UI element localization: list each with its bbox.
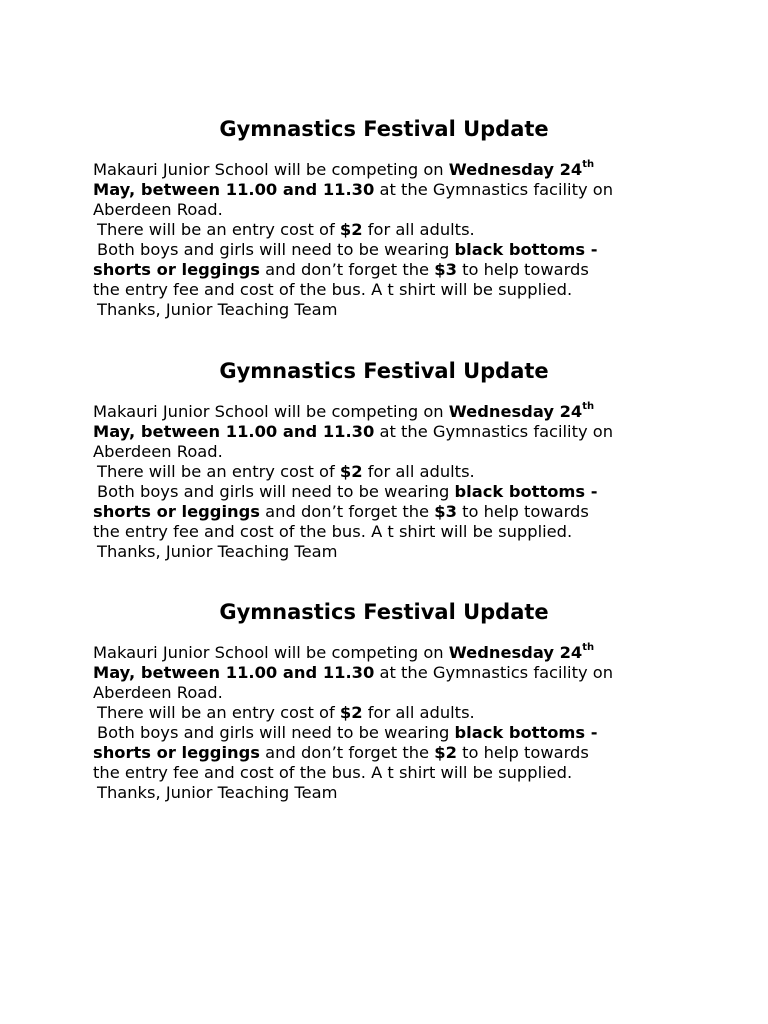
ordinal-suffix: th: [582, 400, 595, 412]
text-run: Makauri Junior School will be competing on: [93, 402, 449, 421]
notice-title: Gymnastics Festival Update: [219, 359, 549, 383]
notice-1: [93, 116, 693, 320]
bold-clothing: shorts or leggings: [93, 260, 260, 279]
notice-line: the entry fee and cost of the bus. A t shirt will be supplied.: [93, 522, 573, 541]
notice-line: [93, 180, 693, 200]
text-run: at the Gymnastics facility on: [374, 180, 614, 199]
text-run: and don’t forget the: [259, 260, 435, 279]
text-run: Makauri Junior School will be competing on: [93, 643, 449, 662]
text-run: There will be an entry cost of: [97, 703, 340, 722]
notice-line: [93, 723, 693, 743]
bold-clothing: shorts or leggings: [93, 502, 260, 521]
notice-2: [93, 358, 693, 562]
text-run: to help towards: [456, 502, 589, 521]
bold-time: May, between 11.00 and 11.30: [93, 422, 375, 441]
text-run: Both boys and girls will need to be wearing: [97, 723, 455, 742]
notice-line: [93, 703, 693, 723]
bold-date: Wednesday 24: [448, 643, 583, 662]
notice-line: the entry fee and cost of the bus. A t shirt will be supplied.: [93, 280, 573, 299]
notice-line: [93, 643, 693, 663]
bold-date: Wednesday 24: [448, 402, 583, 421]
notice-line: [93, 402, 693, 422]
text-run: Makauri Junior School will be competing on: [93, 160, 449, 179]
text-run: at the Gymnastics facility on: [374, 663, 614, 682]
notice-line: [93, 462, 693, 482]
notice-3: [93, 599, 693, 803]
notice-line: [93, 663, 693, 683]
text-run: There will be an entry cost of: [97, 220, 340, 239]
notice-line: Aberdeen Road.: [93, 442, 223, 461]
notice-line: [93, 422, 693, 442]
notice-line: Aberdeen Road.: [93, 683, 223, 702]
notice-signoff: Thanks, Junior Teaching Team: [97, 783, 338, 802]
bold-cost: $2: [339, 462, 363, 481]
text-run: for all adults.: [362, 462, 475, 481]
text-run: There will be an entry cost of: [97, 462, 340, 481]
notice-line: Aberdeen Road.: [93, 200, 223, 219]
notice-line: [93, 482, 693, 502]
bold-clothing: black bottoms -: [454, 482, 598, 501]
notice-title: Gymnastics Festival Update: [219, 117, 549, 141]
bold-cost: $3: [434, 502, 457, 521]
bold-time: May, between 11.00 and 11.30: [93, 180, 375, 199]
text-run: to help towards: [456, 743, 589, 762]
text-run: at the Gymnastics facility on: [374, 422, 614, 441]
bold-cost: $2: [339, 703, 363, 722]
bold-date: Wednesday 24: [448, 160, 583, 179]
bold-clothing: black bottoms -: [454, 240, 598, 259]
bold-cost: $2: [434, 743, 457, 762]
ordinal-suffix: th: [582, 158, 595, 170]
notice-line: the entry fee and cost of the bus. A t shirt will be supplied.: [93, 763, 573, 782]
text-run: for all adults.: [362, 703, 475, 722]
notice-line: [93, 240, 693, 260]
notice-line: [93, 502, 693, 522]
text-run: and don’t forget the: [259, 502, 435, 521]
bold-clothing: shorts or leggings: [93, 743, 260, 762]
notice-signoff: Thanks, Junior Teaching Team: [97, 300, 338, 319]
bold-cost: $3: [434, 260, 457, 279]
notice-line: [93, 260, 693, 280]
bold-cost: $2: [339, 220, 363, 239]
notice-line: [93, 220, 693, 240]
notice-line: [93, 160, 693, 180]
bold-time: May, between 11.00 and 11.30: [93, 663, 375, 682]
text-run: to help towards: [456, 260, 589, 279]
text-run: for all adults.: [362, 220, 475, 239]
notice-line: [93, 743, 693, 763]
text-run: Both boys and girls will need to be wearing: [97, 240, 455, 259]
text-run: Both boys and girls will need to be wearing: [97, 482, 455, 501]
bold-clothing: black bottoms -: [454, 723, 598, 742]
ordinal-suffix: th: [582, 641, 595, 653]
text-run: and don’t forget the: [259, 743, 435, 762]
notice-signoff: Thanks, Junior Teaching Team: [97, 542, 338, 561]
notice-title: Gymnastics Festival Update: [219, 600, 549, 624]
